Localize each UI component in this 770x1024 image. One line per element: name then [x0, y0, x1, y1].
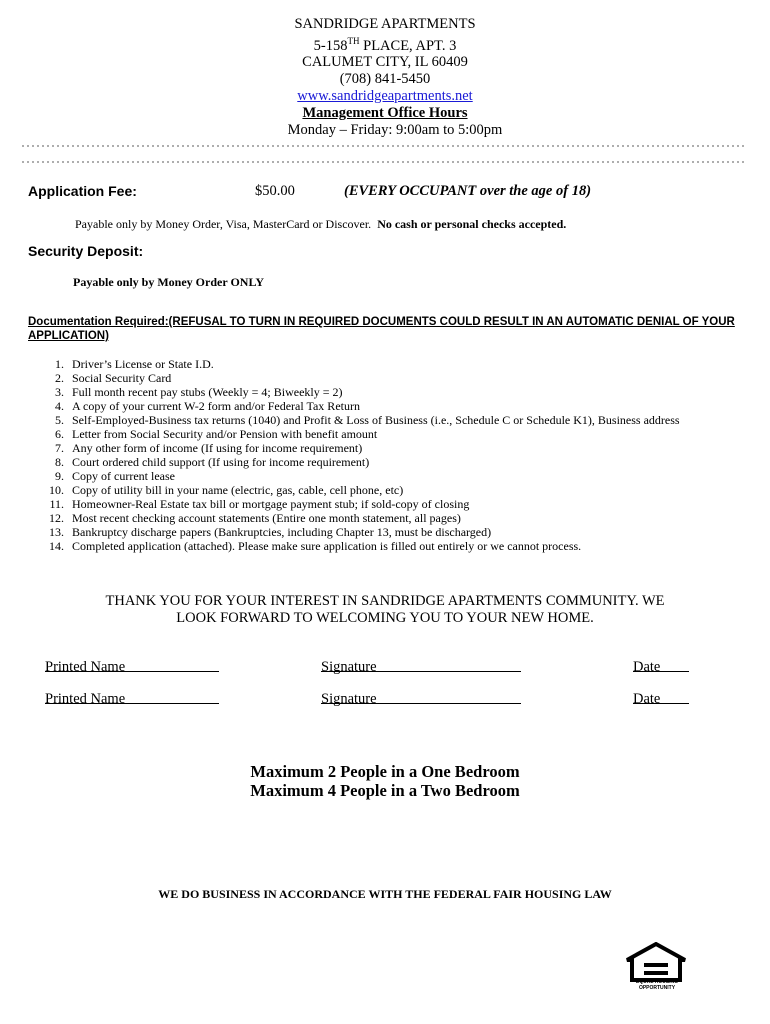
- printed-name-label: Printed Name: [45, 691, 126, 707]
- document-item: [30, 413, 745, 427]
- signature-row-2: [45, 691, 735, 709]
- document-item-number: 7.: [55, 441, 64, 455]
- printed-name-label: Printed Name: [45, 659, 126, 675]
- document-item-text: Bankruptcy discharge papers (Bankruptcies, including Chapter 13, must be discharged): [72, 525, 492, 539]
- printed-name-field-2[interactable]: [45, 691, 219, 704]
- date-label: Date: [633, 659, 661, 675]
- document-item: [30, 539, 745, 553]
- thank-you-line-1: THANK YOU FOR YOUR INTEREST IN SANDRIDGE APARTMENTS COMMUNITY. WE: [105, 593, 665, 609]
- occupancy-limits: [0, 762, 770, 800]
- payable-methods: Payable only by Money Order, Visa, MasterCard or Discover.: [75, 217, 372, 231]
- company-name: SANDRIDGE APARTMENTS: [294, 16, 476, 32]
- document-item-text: Court ordered child support (If using for income requirement): [72, 455, 370, 469]
- logo-text-line-1: EQUAL HOUSING: [635, 979, 679, 985]
- documentation-list: [30, 357, 745, 553]
- document-item-text: Self-Employed-Business tax returns (1040) and Profit & Loss of Business (i.e., Schedule C or Schedule K1), Business address: [72, 413, 680, 427]
- website-link[interactable]: www.sandridgeapartments.net: [297, 88, 473, 105]
- payable-warning: No cash or personal checks accepted.: [377, 217, 567, 231]
- signature-field-2[interactable]: [321, 691, 521, 704]
- document-item-text: Copy of current lease: [72, 469, 175, 483]
- document-item: [30, 525, 745, 539]
- printed-name-field-1[interactable]: [45, 659, 219, 672]
- document-item-number: 11.: [49, 497, 64, 511]
- document-item-number: 9.: [55, 469, 64, 483]
- address-superscript: TH: [347, 35, 360, 46]
- document-item: [30, 441, 745, 455]
- signature-label: Signature: [321, 659, 377, 675]
- letterhead: [0, 16, 770, 138]
- date-field-2[interactable]: [633, 691, 689, 704]
- date-label: Date: [633, 691, 661, 707]
- office-hours: Monday – Friday: 9:00am to 5:00pm: [287, 121, 503, 138]
- document-item-text: Most recent checking account statements (Entire one month statement, all pages): [72, 511, 461, 525]
- document-item-number: 8.: [55, 455, 64, 469]
- security-deposit-label: Security Deposit:: [28, 243, 144, 259]
- document-item-number: 4.: [55, 399, 64, 413]
- company-city: CALUMET CITY, IL 60409: [302, 54, 468, 71]
- document-item-number: 13.: [49, 525, 64, 539]
- document-item-number: 14.: [49, 539, 64, 553]
- documentation-heading: Documentation Required:(REFUSAL TO TURN IN REQUIRED DOCUMENTS COULD RESULT IN AN AUTOMATIC DENIAL OF YOUR APPLICATION): [28, 316, 735, 342]
- thank-you-message: [0, 593, 770, 627]
- document-item: [30, 399, 745, 413]
- date-field-1[interactable]: [633, 659, 689, 672]
- document-item-number: 1.: [55, 357, 64, 371]
- document-item-number: 10.: [49, 483, 64, 497]
- document-item: [30, 455, 745, 469]
- one-bedroom-limit: Maximum 2 People in a One Bedroom: [250, 762, 520, 781]
- application-fee-amount: $50.00: [255, 183, 295, 199]
- document-item: [30, 497, 745, 511]
- fair-housing-statement: WE DO BUSINESS IN ACCORDANCE WITH THE FEDERAL FAIR HOUSING LAW: [158, 887, 612, 901]
- document-item-number: 6.: [55, 427, 64, 441]
- document-item-text: A copy of your current W-2 form and/or Federal Tax Return: [72, 399, 360, 413]
- document-item-text: Letter from Social Security and/or Pension with benefit amount: [72, 427, 378, 441]
- document-item-number: 3.: [55, 385, 64, 399]
- application-payable-text: [75, 217, 566, 232]
- separator-line-1: [22, 145, 744, 147]
- document-item: [30, 511, 745, 525]
- document-item-text: Driver’s License or State I.D.: [72, 357, 214, 371]
- document-item: [30, 427, 745, 441]
- document-item: [30, 371, 745, 385]
- thank-you-line-2: LOOK FORWARD TO WELCOMING YOU TO YOUR NEW HOME.: [176, 610, 594, 626]
- application-fee-label: Application Fee:: [28, 183, 137, 199]
- company-address: [0, 33, 770, 55]
- office-hours-title: Management Office Hours: [302, 104, 468, 121]
- document-item: [30, 385, 745, 399]
- signature-field-1[interactable]: [321, 659, 521, 672]
- document-item-text: Any other form of income (If using for income requirement): [72, 441, 363, 455]
- separator-line-2: [22, 161, 744, 163]
- application-fee-row: [28, 183, 748, 203]
- document-item: [30, 469, 745, 483]
- application-fee-note: (EVERY OCCUPANT over the age of 18): [344, 183, 592, 199]
- logo-text-line-2: OPPORTUNITY: [638, 984, 676, 991]
- document-item: [30, 483, 745, 497]
- signature-row-1: [45, 659, 735, 677]
- equal-housing-logo-text: [628, 980, 686, 991]
- document-item-text: Full month recent pay stubs (Weekly = 4; Biweekly = 2): [72, 385, 343, 399]
- document-item-text: Social Security Card: [72, 371, 172, 385]
- company-phone: (708) 841-5450: [339, 71, 431, 88]
- document-item: [30, 357, 745, 371]
- address-number: 5-158: [313, 37, 348, 54]
- document-item-text: Copy of utility bill in your name (electric, gas, cable, cell phone, etc): [72, 483, 404, 497]
- document-item-text: Completed application (attached). Please make sure application is filled out entirely or we cannot process.: [72, 539, 582, 553]
- two-bedroom-limit: Maximum 4 People in a Two Bedroom: [250, 781, 520, 800]
- signature-label: Signature: [321, 691, 377, 707]
- security-deposit-payable: Payable only by Money Order ONLY: [73, 275, 265, 289]
- document-item-number: 2.: [55, 371, 64, 385]
- document-item-number: 5.: [55, 413, 64, 427]
- document-item-text: Homeowner-Real Estate tax bill or mortgage payment stub; if sold-copy of closing: [72, 497, 470, 511]
- document-item-number: 12.: [49, 511, 64, 525]
- address-rest: PLACE, APT. 3: [359, 37, 457, 54]
